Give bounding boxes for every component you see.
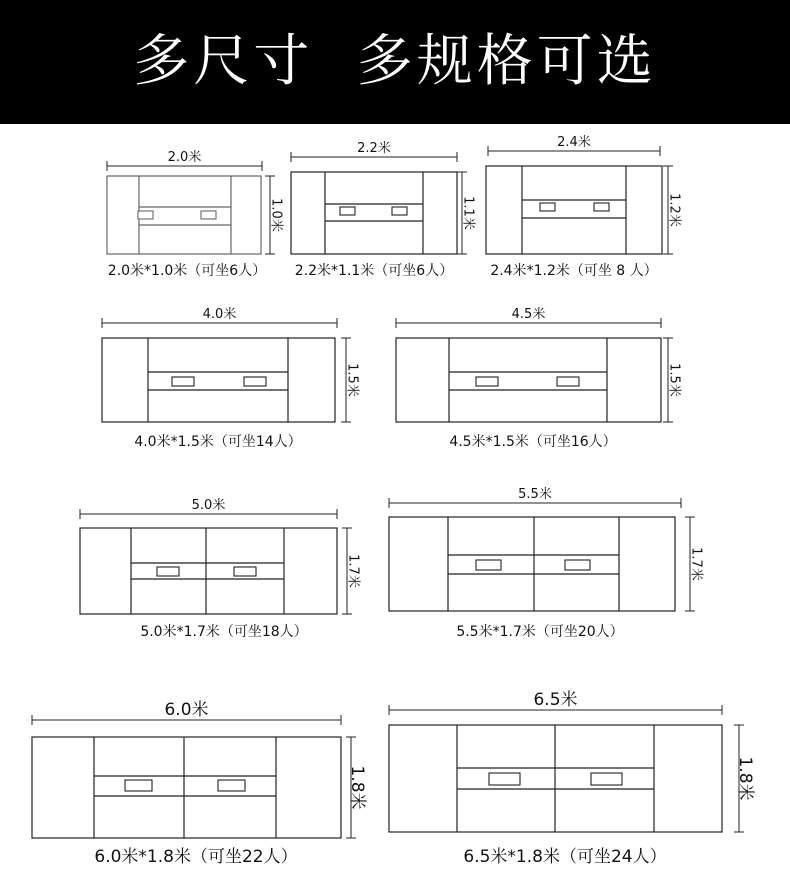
table-diagram-6 <box>389 486 705 640</box>
wire-box-0 <box>138 211 153 219</box>
width-label: 2.2米 <box>357 141 391 156</box>
wire-box-0 <box>489 773 520 785</box>
size-caption: 4.0米*1.5米（可坐14人） <box>134 434 302 450</box>
width-label: 4.5米 <box>511 307 546 322</box>
height-label: 1.5米 <box>344 363 360 397</box>
size-caption: 5.5米*1.7米（可坐20人） <box>456 624 624 640</box>
size-caption: 2.4米*1.2米（可坐 8 人） <box>490 263 658 279</box>
width-label: 5.5米 <box>518 487 552 502</box>
wire-box-1 <box>218 780 245 791</box>
table-diagram-3 <box>102 306 361 450</box>
wire-box-1 <box>244 377 266 386</box>
wire-box-1 <box>557 377 579 386</box>
table-diagram-5 <box>80 497 362 640</box>
size-caption: 6.0米*1.8米（可坐22人） <box>94 847 298 867</box>
table-outline <box>32 737 341 838</box>
height-label: 1.5米 <box>666 363 682 397</box>
table-outline <box>486 166 662 254</box>
table-diagram-4 <box>396 306 683 450</box>
table-outline <box>291 172 457 254</box>
wire-box-0 <box>340 207 355 215</box>
height-label: 1.8米 <box>347 765 367 810</box>
table-diagram-0 <box>107 149 285 279</box>
wire-box-1 <box>594 203 609 211</box>
width-label: 6.5米 <box>533 690 578 710</box>
table-outline <box>389 517 675 611</box>
width-label: 6.0米 <box>164 700 209 720</box>
size-caption: 2.0米*1.0米（可坐6人） <box>107 263 267 279</box>
wire-box-1 <box>392 207 407 215</box>
height-label: 1.2米 <box>666 193 682 227</box>
wire-box-1 <box>591 773 622 785</box>
table-outline <box>80 528 337 614</box>
width-label: 2.0米 <box>167 150 202 165</box>
page-title: 多尺寸 多规格可选 <box>133 29 657 94</box>
table-outline <box>107 176 261 254</box>
height-label: 1.7米 <box>688 547 704 581</box>
width-label: 5.0米 <box>191 498 226 513</box>
table-diagram-8 <box>389 690 755 867</box>
height-label: 1.7米 <box>345 554 361 588</box>
height-label: 1.0米 <box>268 198 284 232</box>
wire-box-0 <box>476 560 501 570</box>
wire-box-1 <box>565 560 590 570</box>
width-label: 2.4米 <box>557 135 591 150</box>
table-outline <box>396 338 661 422</box>
size-caption: 4.5米*1.5米（可坐16人） <box>449 434 617 450</box>
wire-box-0 <box>172 377 194 386</box>
table-diagram-7 <box>32 700 367 867</box>
wire-box-0 <box>125 780 152 791</box>
size-caption: 5.0米*1.7米（可坐18人） <box>140 624 308 640</box>
wire-box-0 <box>540 203 555 211</box>
size-caption: 6.5米*1.8米（可坐24人） <box>463 847 667 867</box>
wire-box-0 <box>157 567 179 576</box>
wire-box-0 <box>476 377 498 386</box>
width-label: 4.0米 <box>202 307 237 322</box>
table-diagram-1 <box>291 140 477 279</box>
table-diagram-2 <box>486 134 683 279</box>
wire-box-1 <box>201 211 216 219</box>
table-outline <box>102 338 335 422</box>
height-label: 1.1米 <box>460 196 476 230</box>
size-caption: 2.2米*1.1米（可坐6人） <box>294 263 454 279</box>
height-label: 1.8米 <box>735 756 755 801</box>
wire-box-1 <box>234 567 256 576</box>
